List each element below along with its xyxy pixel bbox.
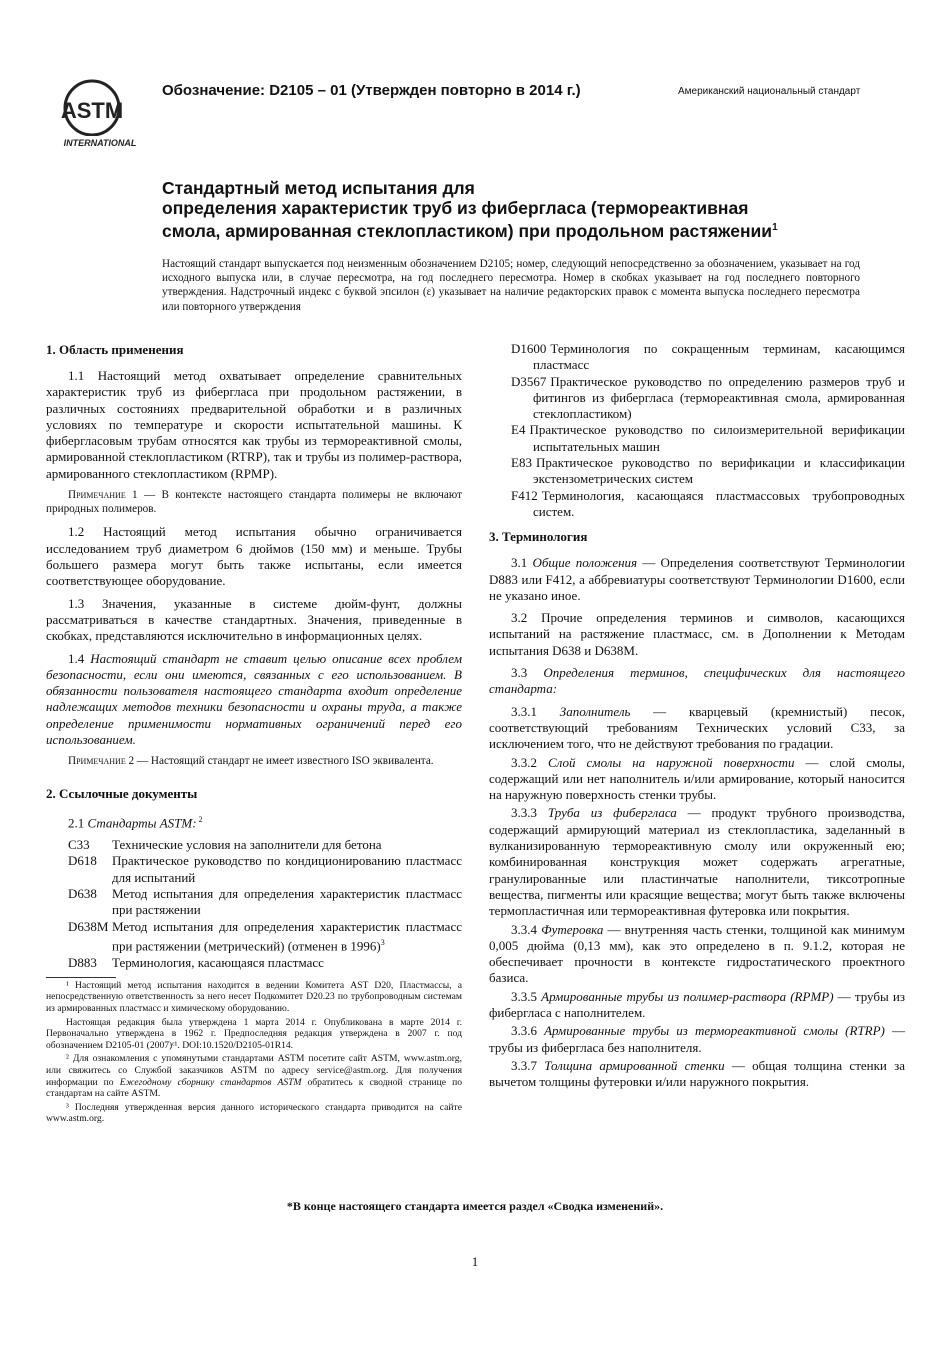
para-1-4-text: Настоящий стандарт не ставит целью описание всех проблем безопасности, если они имеются, связанных с его использованием. В обязанности пользователя настоящего стандарта входит определение надлежащих методов техники безопасности и охраны труда, а также определение применимости нормативных ограничений перед его использованием.	[46, 650, 462, 748]
astm-logo-icon	[52, 78, 148, 150]
reference-item	[511, 422, 905, 455]
note-2-label: Примечание 2	[68, 755, 135, 768]
footnote-2-part-a: ² Для ознакомления с упомянутыми стандартами ASTM посетите сайт ASTM, www.astm.org, или свяжитесь со Службой заказчиков ASTM по адресу service@astm.org. Для получения информации по	[46, 1053, 462, 1088]
reference-text: Практическое руководство по силоизмерительной верификации испытательных машин	[529, 422, 905, 454]
reference-item	[68, 837, 462, 853]
left-column	[46, 341, 462, 1125]
para-3-3-7-term: Толщина армированной стенки	[544, 1057, 725, 1073]
reference-text: Метод испытания для определения характеристик пластмасс при растяжении (метрический) (отменен в 1996)	[112, 918, 462, 954]
para-3-3-1-num: 3.3.1	[511, 703, 560, 719]
reference-item	[511, 374, 905, 423]
reference-text: Практическое руководство по определению размеров труб и фитингов из фибергласа (термореактивная смола, армированная стеклопластиком)	[533, 373, 905, 422]
para-3-3-5-num: 3.3.5	[511, 988, 542, 1004]
reference-code: D638M	[68, 918, 109, 934]
para-3-3-7	[489, 1058, 905, 1091]
para-2-1-num: 2.1	[68, 814, 88, 830]
reference-text: Терминология, касающаяся пластмасс	[112, 954, 324, 970]
para-3-3-3-term: Труба из фибергласа	[547, 805, 677, 821]
reference-item	[68, 886, 462, 919]
reference-code: E83	[511, 455, 532, 471]
para-3-3-num: 3.3	[511, 665, 544, 681]
para-3-3	[489, 665, 905, 698]
note-2	[46, 754, 462, 768]
reference-code: D883	[68, 954, 97, 970]
footnote-3: ³ Последняя утвержденная версия данного исторического стандарта приводится на сайте www.astm.org.	[46, 1101, 462, 1125]
reference-item	[511, 488, 905, 521]
para-1-3: 1.3 Значения, указанные в системе дюйм-фунт, должны рассматриваться в качестве стандартных. Значения, приведенные в скобках, представляются исключительно в информационных целях.	[46, 595, 462, 644]
reference-list-right	[489, 341, 905, 520]
reference-item	[68, 853, 462, 886]
para-3-3-2-term: Слой смолы на наружной поверхности	[548, 754, 795, 770]
reference-text: Терминология по сокращенным терминам, касающимся пластмасс	[533, 341, 905, 373]
para-3-3-5	[489, 989, 905, 1022]
para-3-3-4-num: 3.3.4	[511, 921, 542, 937]
reference-item	[68, 955, 462, 971]
reference-text: Технические условия на заполнители для бетона	[112, 837, 382, 853]
para-3-3-1-text: — кварцевый (кремнистый) песок, соответствующий требованиям Технических условий C33, за исключением того, что не действуют требования по градации.	[489, 703, 905, 752]
footnote-2	[46, 1053, 462, 1099]
para-1-1: 1.1 Настоящий метод охватывает определение сравнительных характеристик труб из фибергласа при продольном растяжении, в различных состояниях предварительной обработки и в различных условиях по температуре и скорости испытательной машины. К фибергласовым трубам относятся как трубы из термореактивной смолы, армированной стеклопластиком (RTRP), так и трубы из полимер-раствора, армированного стеклопластиком (RPMP).	[46, 368, 462, 481]
section-3-heading: 3. Терминология	[489, 529, 588, 545]
para-3-1	[489, 555, 905, 604]
reference-text: Практическое руководство по верификации и классификации экстензометрических систем	[533, 455, 905, 487]
para-3-3-1-term: Заполнитель	[559, 703, 631, 719]
reference-code: D1600	[511, 341, 547, 356]
reference-code: D618	[68, 853, 97, 869]
right-column	[489, 341, 905, 1092]
para-3-1-text: — Определения соответствуют Терминологии D883 или F412, а аббревиатуры соответствуют Терминологии D1600, если не указано иное.	[489, 555, 906, 603]
para-3-3-1	[489, 704, 905, 753]
footnote-1: ¹ Настоящий метод испытания находится в ведении Комитета AST D20, Пластмассы, а непосредственную ответственность за него несет Подкомитет D20.23 по трубопроводным системам из армированных пластмасс и химическому оборудованию.	[46, 979, 462, 1015]
reference-code: F412	[511, 487, 538, 503]
summary-of-changes-note: *В конце настоящего стандарта имеется раздел «Сводка изменений».	[286, 1199, 664, 1213]
para-3-3-2	[489, 755, 905, 804]
title-line-3-text: смола, армированная стеклопластиком) при продольном растяжении	[162, 220, 773, 241]
section-1-heading: 1. Область применения	[46, 342, 184, 357]
reference-list-left	[46, 837, 462, 971]
section-2-heading: 2. Ссылочные документы	[46, 785, 198, 801]
para-2-1-text: Стандарты ASTM:	[87, 814, 197, 830]
page-number: 1	[471, 1254, 479, 1269]
title-footnote-ref: 1	[772, 222, 778, 233]
title-line-2: определения характеристик труб из фибергласа (термореактивная	[162, 198, 749, 218]
para-3-3-5-term: Армированные трубы из полимер-раствора (RPMP)	[541, 988, 834, 1004]
para-3-3-4-text: — внутренняя часть стенки, толщиной как минимум 0,005 дюйма (0,13 мм), как это определено в п. 9.1.2, которая не обеспечивает прочности в контексте гидростатического проектного базиса.	[489, 921, 906, 986]
reference-code: C33	[68, 837, 90, 853]
footnote-divider	[46, 977, 116, 978]
para-3-3-7-text: — общая толщина стенки за вычетом толщины футеровки и/или наружного покрытия.	[489, 1057, 905, 1090]
note-1-text: — В контексте настоящего стандарта полимеры не включают природных полимеров.	[46, 489, 462, 516]
para-3-1-num: 3.1	[511, 555, 533, 571]
para-3-3-4	[489, 922, 905, 987]
reference-sup: 3	[380, 937, 385, 947]
para-3-3-term: Определения терминов, специфических для настоящего стандарта:	[489, 665, 905, 697]
para-3-3-6	[489, 1023, 905, 1056]
national-standard-label: Американский национальный стандарт	[678, 86, 861, 97]
footnote-1-continued: Настоящая редакция была утверждена 1 марта 2014 г. Опубликована в марте 2014 г. Первоначально утверждена в 1962 г. Предпоследняя редакция утверждена в 2007 г. под обозначением D2105-01 (2007)ᵋ¹. DOI:10.1520/D2105-01R14.	[46, 1016, 462, 1051]
para-3-3-2-text: — слой смолы, содержащий или нет наполнитель и/или армирование, который наносится на наружную поверхность стенки трубы.	[489, 754, 906, 803]
logo-letters: ASTM	[60, 98, 124, 123]
para-3-3-3	[489, 805, 905, 919]
title-line-3	[162, 218, 882, 241]
para-3-3-6-num: 3.3.6	[511, 1023, 545, 1039]
para-3-1-term: Общие положения	[532, 555, 638, 571]
astm-logo	[52, 78, 148, 150]
reference-text: Практическое руководство по кондиционированию пластмасс для испытаний	[112, 853, 462, 885]
para-3-2: 3.2 Прочие определения терминов и символов, касающихся испытаний на растяжение пластмасс, см. в Дополнении к Методам испытания D638 и D638M.	[489, 610, 905, 658]
footnote-2-part-b: обратитесь к сводной странице по стандартам на сайте ASTM.	[46, 1076, 462, 1100]
para-3-3-7-num: 3.3.7	[511, 1057, 545, 1073]
reference-item	[511, 455, 905, 488]
note-1	[46, 488, 462, 516]
para-3-3-6-text: — трубы из фибергласа без наполнителя.	[489, 1023, 905, 1055]
footnote-2-italic: Ежегодному сборнику стандартов ASTM	[119, 1076, 302, 1088]
para-3-3-3-num: 3.3.3	[511, 805, 548, 821]
reference-code: D3567	[511, 373, 547, 389]
reference-text: Терминология, касающаяся пластмассовых трубопроводных систем.	[533, 487, 905, 519]
para-1-4	[46, 651, 462, 749]
document-title	[162, 178, 882, 241]
para-3-3-3-text: — продукт трубного производства, содержащий армирующий материал из стеклопластика, заделанный в вулканизированную термореактивную смолу или окруженный ею; комбинированная конструкция может содержать агрегатные, гранулированные или пластинчатые наполнители, тиксотропные вещества, пигменты или красящие вещества; могут быть также включены термопластичная или термореактивная футеровка или покрытия.	[489, 805, 905, 919]
intro-notice: Настоящий стандарт выпускается под неизменным обозначением D2105; номер, следующий непосредственно за обозначением, указывает на год исходного выпуска или, в случае пересмотра, на год последнего пересмотра. Номер в скобках указывает на год последнего повторного утверждения. Надстрочный индекс с буквой эпсилон (ε) указывает на наличие редакторских правок с момента выпуска последнего пересмотра или повторного утверждения	[162, 258, 860, 313]
para-3-3-2-num: 3.3.2	[511, 754, 549, 770]
title-line-1: Стандартный метод испытания для	[162, 178, 475, 198]
reference-text: Метод испытания для определения характеристик пластмасс при растяжении	[112, 886, 462, 918]
logo-subtext: INTERNATIONAL	[63, 138, 137, 148]
para-2-1	[46, 812, 462, 832]
para-3-3-6-term: Армированные трубы из термореактивной смолы (RTRP)	[544, 1023, 885, 1039]
designation: Обозначение: D2105 – 01 (Утвержден повторно в 2014 г.)	[162, 82, 581, 99]
para-3-3-5-text: — трубы из фибергласа с наполнителем.	[489, 988, 905, 1020]
para-1-4-num: 1.4	[68, 650, 91, 666]
note-1-label: Примечание 1	[68, 489, 138, 502]
reference-item	[511, 341, 905, 374]
para-3-3-4-term: Футеровка	[541, 921, 604, 937]
para-2-1-sup: 2	[196, 814, 203, 824]
para-1-2: 1.2 Настоящий метод испытания обычно ограничивается исследованием труб диаметром 6 дюймов (150 мм) и меньше. Трубы большего размера могут быть также испытаны, если имеется соответствующее оборудование.	[46, 524, 462, 589]
reference-item	[68, 919, 462, 955]
reference-code: E4	[511, 422, 526, 438]
reference-code: D638	[68, 886, 97, 902]
note-2-text: — Настоящий стандарт не имеет известного ISO эквивалента.	[134, 755, 434, 768]
